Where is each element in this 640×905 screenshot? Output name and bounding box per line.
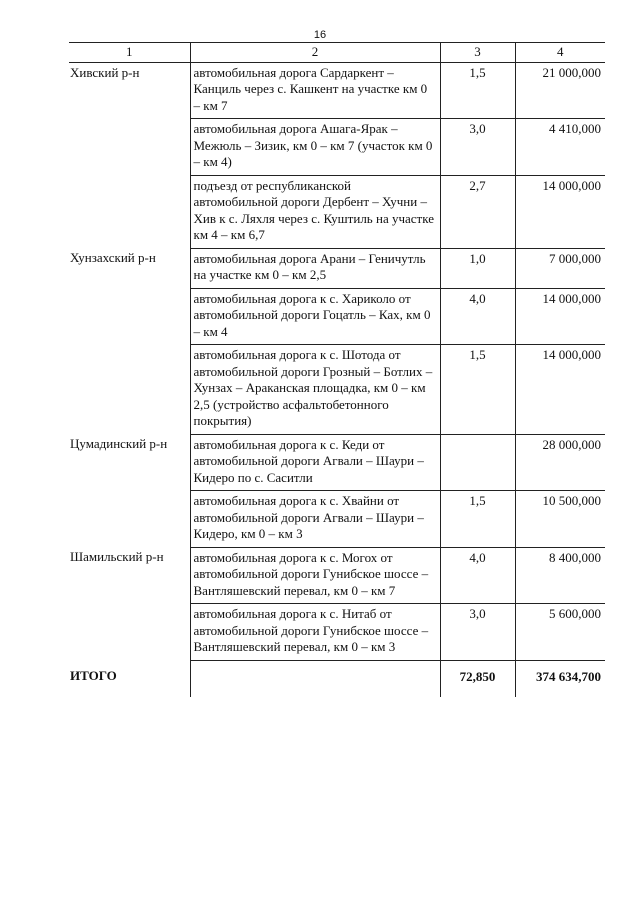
road-length: 3,0 (440, 119, 515, 176)
road-cost: 28 000,000 (515, 434, 605, 491)
total-label: ИТОГО (70, 668, 117, 683)
district-cell: Хунзахский р-н (70, 250, 156, 265)
road-length: 1,5 (440, 491, 515, 548)
road-description: подъезд от республиканской автомобильной дороги Дербент – Хучни – Хив к с. Ляхля через с. Куштиль на участке км 4 – км 6,7 (190, 175, 440, 248)
table-row (69, 547, 605, 604)
road-length: 2,7 (440, 175, 515, 248)
road-description: автомобильная дорога к с. Хвайни от автомобильной дороги Агвали – Шаури – Кидеро, км 0 – км 3 (190, 491, 440, 548)
road-cost: 5 600,000 (515, 604, 605, 661)
road-length (440, 434, 515, 491)
header-col-2: 2 (190, 43, 440, 63)
page-number: 16 (313, 29, 327, 41)
road-length: 1,0 (440, 248, 515, 288)
table-header (69, 43, 605, 63)
road-length: 1,5 (440, 345, 515, 435)
road-length: 4,0 (440, 288, 515, 345)
total-cost: 374 634,700 (515, 660, 605, 697)
district-cell: Шамильский р-н (70, 549, 164, 564)
table-row (69, 248, 605, 288)
road-cost: 7 000,000 (515, 248, 605, 288)
total-description (190, 660, 440, 697)
road-description: автомобильная дорога Арани – Геничутль на участке км 0 – км 2,5 (190, 248, 440, 288)
road-description: автомобильная дорога Ашага-Ярак – Межюль – Зизик, км 0 – км 7 (участок км 0 – км 4) (190, 119, 440, 176)
road-cost: 4 410,000 (515, 119, 605, 176)
header-col-4: 4 (515, 43, 605, 63)
table-row (69, 62, 605, 119)
total-row (69, 660, 605, 697)
road-cost: 14 000,000 (515, 288, 605, 345)
road-description: автомобильная дорога Сардаркент – Канциль через с. Кашкент на участке км 0 – км 7 (190, 62, 440, 119)
total-length: 72,850 (440, 660, 515, 697)
road-length: 4,0 (440, 547, 515, 604)
road-cost: 14 000,000 (515, 345, 605, 435)
road-description: автомобильная дорога к с. Кеди от автомобильной дороги Агвали – Шаури – Кидеро по с. Саситли (190, 434, 440, 491)
road-length: 3,0 (440, 604, 515, 661)
road-description: автомобильная дорога к с. Шотода от автомобильной дороги Грозный – Ботлих – Хунзах – Араканская площадка, км 0 – км 2,5 (устройство асфальтобетонного покрытия) (190, 345, 440, 435)
road-length: 1,5 (440, 62, 515, 119)
district-cell: Хивский р-н (70, 64, 140, 80)
header-col-3: 3 (440, 43, 515, 63)
header-col-1: 1 (69, 43, 190, 63)
road-description: автомобильная дорога к с. Могох от автомобильной дороги Гунибское шоссе – Вантляшевский перевал, км 0 – км 7 (190, 547, 440, 604)
road-cost: 8 400,000 (515, 547, 605, 604)
road-description: автомобильная дорога к с. Нитаб от автомобильной дороги Гунибское шоссе – Вантляшевский перевал, км 0 – км 3 (190, 604, 440, 661)
road-cost: 21 000,000 (515, 62, 605, 119)
road-cost: 10 500,000 (515, 491, 605, 548)
road-funding-table (69, 42, 605, 697)
road-description: автомобильная дорога к с. Хариколо от автомобильной дороги Гоцатль – Ках, км 0 – км 4 (190, 288, 440, 345)
district-cell: Цумадинский р-н (70, 436, 168, 451)
road-cost: 14 000,000 (515, 175, 605, 248)
table-row (69, 434, 605, 491)
table-body (69, 62, 605, 697)
